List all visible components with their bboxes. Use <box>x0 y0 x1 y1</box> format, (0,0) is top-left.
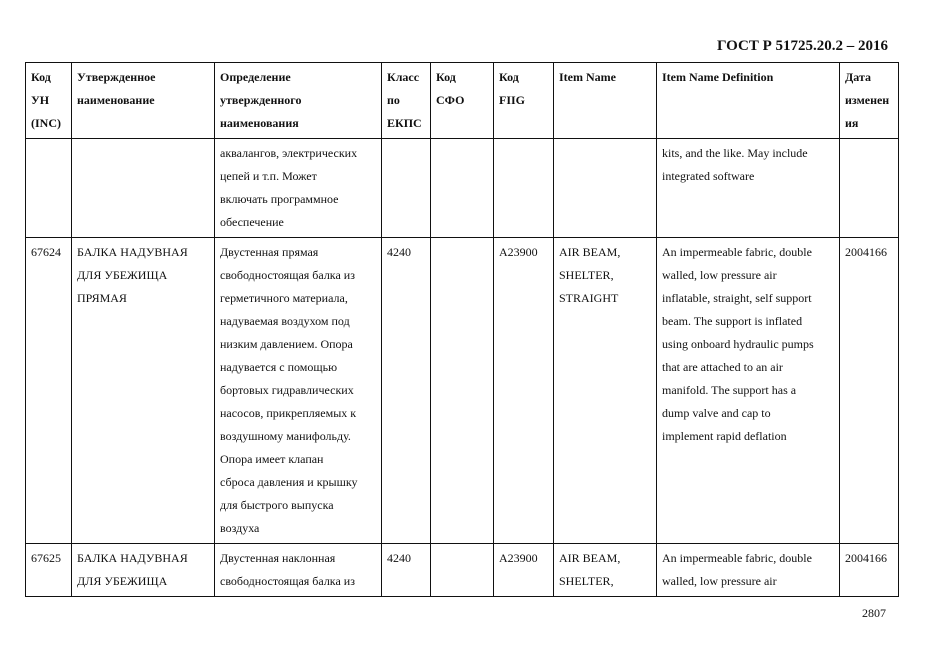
cell-item-name-definition: kits, and the like. May include integrated software <box>657 139 840 238</box>
header-fiig-code: Код FIIG <box>494 63 554 139</box>
table-row <box>26 544 899 597</box>
cell-item-name <box>554 139 657 238</box>
cell-fiig-code <box>494 139 554 238</box>
cell-ekps-class <box>382 139 431 238</box>
cell-name-definition: аквалангов, электрических цепей и т.п. Может включать программное обеспечение <box>215 139 382 238</box>
cell-ekps-class: 4240 <box>382 238 431 544</box>
cell-name-definition: Двустенная прямая свободностоящая балка из герметичного материала, надуваемая воздухом под низким давлением. Опора надувается с помощью бортовых гидравлических насосов, прикрепляемых к воздушному манифольду. Опора имеет клапан сброса давления и крышку для быстрого выпуска воздуха <box>215 238 382 544</box>
cell-inc: 67624 <box>26 238 72 544</box>
header-inc: Код УН (INC) <box>26 63 72 139</box>
cell-fiig-code: A23900 <box>494 544 554 597</box>
page-number: 2807 <box>862 606 886 620</box>
cell-inc: 67625 <box>26 544 72 597</box>
cell-approved-name <box>72 139 215 238</box>
cell-item-name-definition: An impermeable fabric, double walled, low pressure air inflatable, straight, self support beam. The support is inflated using onboard hydraulic pumps that are attached to an air manifold. The support has a dump valve and cap to implement rapid deflation <box>657 238 840 544</box>
cell-ekps-class: 4240 <box>382 544 431 597</box>
cell-fiig-code: A23900 <box>494 238 554 544</box>
header-name-definition: Определение утвержденного наименования <box>215 63 382 139</box>
table-row <box>26 139 899 238</box>
table-header-row <box>26 63 899 139</box>
table-row <box>26 238 899 544</box>
cell-approved-name: БАЛКА НАДУВНАЯ ДЛЯ УБЕЖИЩА <box>72 544 215 597</box>
cell-name-definition: Двустенная наклонная свободностоящая балка из <box>215 544 382 597</box>
cell-inc <box>26 139 72 238</box>
cell-change-date: 2004166 <box>840 238 899 544</box>
cell-change-date: 2004166 <box>840 544 899 597</box>
header-sfo-code: Код СФО <box>431 63 494 139</box>
cell-item-name: AIR BEAM, SHELTER, STRAIGHT <box>554 238 657 544</box>
cell-sfo-code <box>431 238 494 544</box>
header-item-name: Item Name <box>554 63 657 139</box>
header-item-name-definition: Item Name Definition <box>657 63 840 139</box>
document-title: ГОСТ Р 51725.20.2 – 2016 <box>716 38 888 54</box>
nomenclature-table <box>25 62 899 597</box>
header-ekps-class: Класс по ЕКПС <box>382 63 431 139</box>
cell-approved-name: БАЛКА НАДУВНАЯ ДЛЯ УБЕЖИЩА ПРЯМАЯ <box>72 238 215 544</box>
cell-item-name-definition: An impermeable fabric, double walled, low pressure air <box>657 544 840 597</box>
cell-sfo-code <box>431 544 494 597</box>
header-approved-name: Утвержденное наименование <box>72 63 215 139</box>
cell-item-name: AIR BEAM, SHELTER, <box>554 544 657 597</box>
cell-sfo-code <box>431 139 494 238</box>
cell-change-date <box>840 139 899 238</box>
header-change-date: Дата изменен ия <box>840 63 899 139</box>
